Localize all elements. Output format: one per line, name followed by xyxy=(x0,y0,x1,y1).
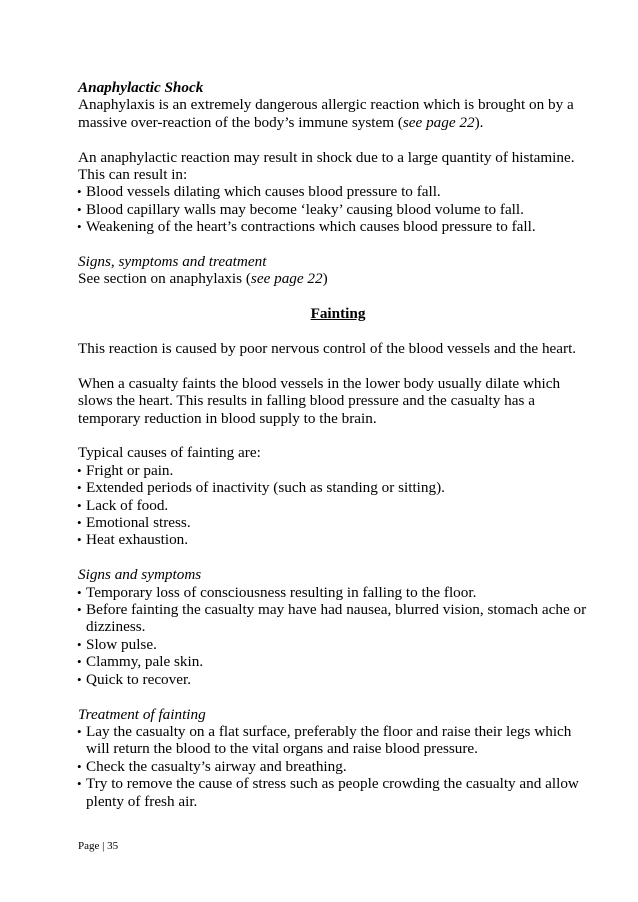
list-item: • Extended periods of inactivity (such as standing or sitting). xyxy=(78,479,598,496)
list-item: • Blood capillary walls may become ‘leaky’ causing blood volume to fall. xyxy=(78,201,598,218)
signs-reference xyxy=(78,270,598,287)
list-item: • Temporary loss of consciousness resulting in falling to the floor. xyxy=(78,584,598,601)
list-item: • Lay the casualty on a flat surface, preferably the floor and raise their legs which will return the blood to the vital organs and raise blood pressure. xyxy=(78,723,598,758)
fainting-paragraph-1: This reaction is caused by poor nervous control of the blood vessels and the heart. xyxy=(78,340,577,358)
fainting-treatment-list xyxy=(78,723,598,810)
signs-ref-text: See section on anaphylaxis ( xyxy=(78,270,251,288)
treatment-of-fainting-title: Treatment of fainting xyxy=(78,705,206,723)
anaphylactic-shock-title: Anaphylactic Shock xyxy=(78,79,204,96)
intro-text-end: ). xyxy=(474,113,484,131)
signs-ref-text-end: ) xyxy=(322,270,328,288)
intro-page-ref: see page 22 xyxy=(402,113,475,131)
list-item: • Clammy, pale skin. xyxy=(78,653,598,670)
signs-page-ref: see page 22 xyxy=(250,270,323,288)
page-number-footer: Page | 35 xyxy=(78,840,119,852)
fainting-causes-intro: Typical causes of fainting are: xyxy=(78,444,261,462)
fainting-causes-list xyxy=(78,462,598,549)
list-item: • Fright or pain. xyxy=(78,462,598,479)
list-item: • Blood vessels dilating which causes blood pressure to fall. xyxy=(78,183,598,200)
fainting-paragraph-2: When a casualty faints the blood vessels in the lower body usually dilate which slows the heart. This results in falling blood pressure and the casualty has a temporary reduction in blood supply to the brain. xyxy=(78,374,561,427)
anaphylaxis-shock-paragraph: An anaphylactic reaction may result in shock due to a large quantity of histamine. This can result in: xyxy=(78,148,575,184)
list-item: • Try to remove the cause of stress such as people crowding the casualty and allow plenty of fresh air. xyxy=(78,775,598,810)
list-item: • Quick to recover. xyxy=(78,671,598,688)
signs-and-symptoms-title: Signs and symptoms xyxy=(78,566,202,584)
list-item: • Emotional stress. xyxy=(78,514,598,531)
page-content xyxy=(78,79,598,810)
fainting-heading: Fainting xyxy=(310,305,366,323)
list-item: • Slow pulse. xyxy=(78,636,598,653)
list-item: • Weakening of the heart’s contractions which causes blood pressure to fall. xyxy=(78,218,598,235)
list-item: • Check the casualty’s airway and breathing. xyxy=(78,758,598,775)
list-item: • Heat exhaustion. xyxy=(78,531,598,548)
fainting-signs-list xyxy=(78,584,598,688)
anaphylaxis-bullet-list xyxy=(78,183,598,235)
list-item: • Before fainting the casualty may have had nausea, blurred vision, stomach ache or dizziness. xyxy=(78,601,598,636)
anaphylaxis-intro xyxy=(78,96,598,131)
signs-symptoms-treatment-title: Signs, symptoms and treatment xyxy=(78,253,267,271)
intro-text: Anaphylaxis is an extremely dangerous allergic reaction which is brought on by a massive over-reaction of the body’s immune system ( xyxy=(78,96,574,131)
list-item: • Lack of food. xyxy=(78,497,598,514)
